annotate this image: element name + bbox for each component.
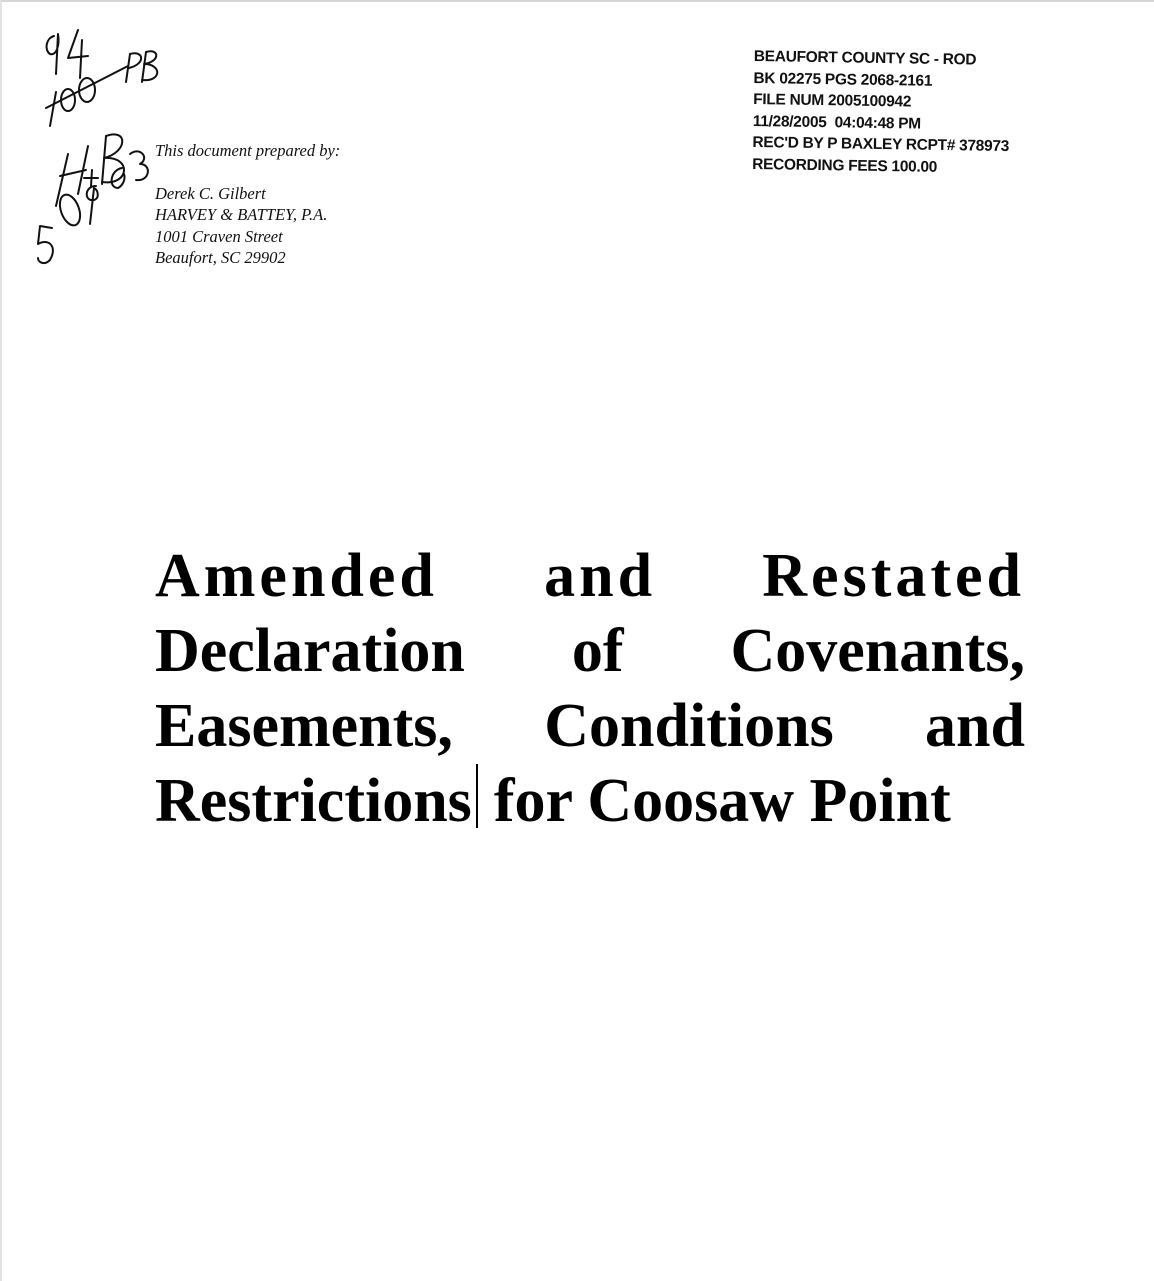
- preparer-street: 1001 Craven Street: [155, 226, 283, 246]
- stamp-book-pages: BK 02275 PGS 2068-2161: [753, 69, 933, 90]
- prepared-by-heading: This document prepared by:: [155, 141, 341, 160]
- title-word: Easements,: [155, 692, 453, 760]
- title-line-2: [155, 614, 1025, 689]
- title-word: Conditions: [544, 692, 834, 760]
- title-word: of: [571, 617, 624, 685]
- title-line-4: [155, 764, 1025, 839]
- title-line-3: [155, 689, 1025, 764]
- title-word: and: [544, 542, 657, 610]
- preparer-firm: HARVEY & BATTEY, P.A.: [155, 205, 328, 224]
- stamp-received-by: REC'D BY P BAXLEY RCPT# 378973: [752, 133, 1010, 156]
- title-word: Covenants,: [730, 617, 1025, 685]
- title-word: Declaration: [155, 617, 465, 685]
- title-word: Restrictions: [155, 767, 472, 835]
- preparer-name: Derek C. Gilbert: [155, 183, 266, 203]
- title-phrase: for Coosaw Point: [493, 767, 951, 835]
- stamp-file-number: FILE NUM 2005100942: [753, 90, 912, 111]
- stamp-county: BEAUFORT COUNTY SC - ROD: [753, 47, 977, 69]
- preparer-city: Beaufort, SC 29902: [155, 248, 286, 267]
- title-word: and: [925, 692, 1025, 760]
- title-word: Amended: [155, 542, 438, 610]
- stamp-datetime: 11/28/2005 04:04:48 PM: [752, 112, 921, 133]
- text-cursor: [476, 764, 478, 828]
- document-title: [155, 539, 1025, 839]
- recording-stamp: [752, 46, 1011, 179]
- title-line-1: [155, 539, 1025, 614]
- prepared-by-block: [155, 140, 340, 269]
- stamp-fees: RECORDING FEES 100.00: [752, 155, 938, 176]
- title-word: Restated: [762, 542, 1025, 610]
